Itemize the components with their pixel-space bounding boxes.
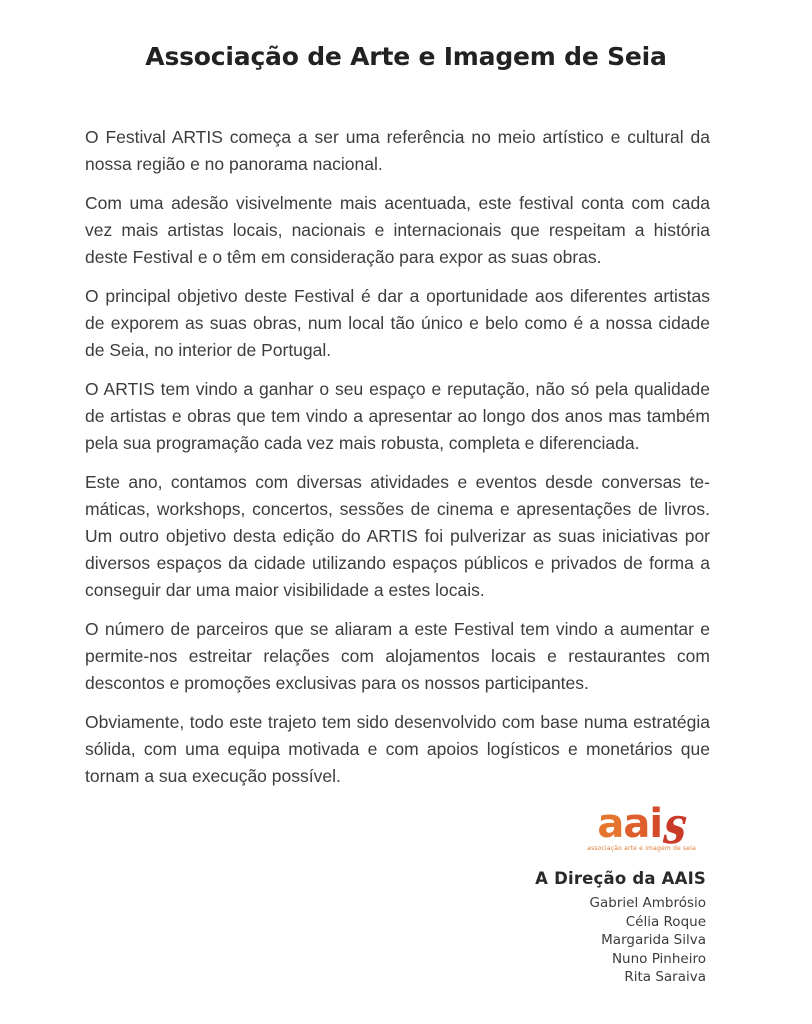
- signature-name: Nuno Pinheiro: [611, 950, 706, 967]
- signature-name: Margarida Silva: [601, 932, 706, 948]
- logo-letter: s: [661, 795, 689, 856]
- paragraph: O ARTIS tem vindo a ganhar o seu espaço e reputação, não só pela qualidade de artistas e obras que tem vindo a apresentar ao longo dos anos mas também pela sua programação cada vez mais robusta, completa e diferenciada.: [85, 379, 710, 453]
- logo-letter: a: [597, 801, 624, 847]
- signature-name: Célia Roque: [625, 913, 706, 930]
- paragraph: Este ano, contamos com diversas atividades e eventos desde conversas temáticas, workshops, concertos, sessões de cinema e apresentações de livros. Um outro objetivo desta edição do ARTIS foi pulverizar as suas iniciativas por diversos espaços da cidade utilizando espaços públicos e privados de forma a conseguir dar uma maior visibilidade a estes locais.: [85, 472, 710, 600]
- paragraph: O número de parceiros que se aliaram a este Festival tem vindo a aumentar e permite-nos estreitar relações com alojamentos locais e restaurantes com descontos e promoções exclusivas para os nossos participantes.: [85, 619, 710, 693]
- signature-block: [535, 795, 706, 987]
- logo-letter: a: [623, 801, 650, 847]
- paragraph: Com uma adesão visivelmente mais acentuada, este festival conta com cada vez mais artistas locais, nacionais e internacionais que respeitam a história deste Festival e o têm em consideração para expor as suas obras.: [85, 193, 710, 267]
- aais-logo: [587, 795, 696, 856]
- page-title: Associação de Arte e Imagem de Seia: [145, 42, 667, 71]
- logo-letter: i: [649, 801, 663, 847]
- signature-heading: A Direção da AAIS: [535, 869, 706, 888]
- signature-names: [535, 894, 706, 987]
- paragraph: O Festival ARTIS começa a ser uma referência no meio artístico e cultural da nossa região e no panorama nacional.: [85, 127, 710, 174]
- paragraph: O principal objetivo deste Festival é dar a oportunidade aos diferentes artistas de exporem as suas obras, num local tão único e belo como é a nossa cidade de Seia, no interior de Portugal.: [85, 286, 710, 360]
- signature-name: Gabriel Ambrósio: [589, 895, 706, 911]
- logo-tagline: associação arte e imagem de seia: [587, 845, 696, 852]
- signature-name: Rita Saraiva: [624, 969, 706, 985]
- body-text: [85, 124, 710, 790]
- paragraph: Obviamente, todo este trajeto tem sido desenvolvido com base numa estratégia sólida, com uma equipa motivada e com apoios logísticos e monetários que tornam a sua execução possível.: [85, 712, 710, 786]
